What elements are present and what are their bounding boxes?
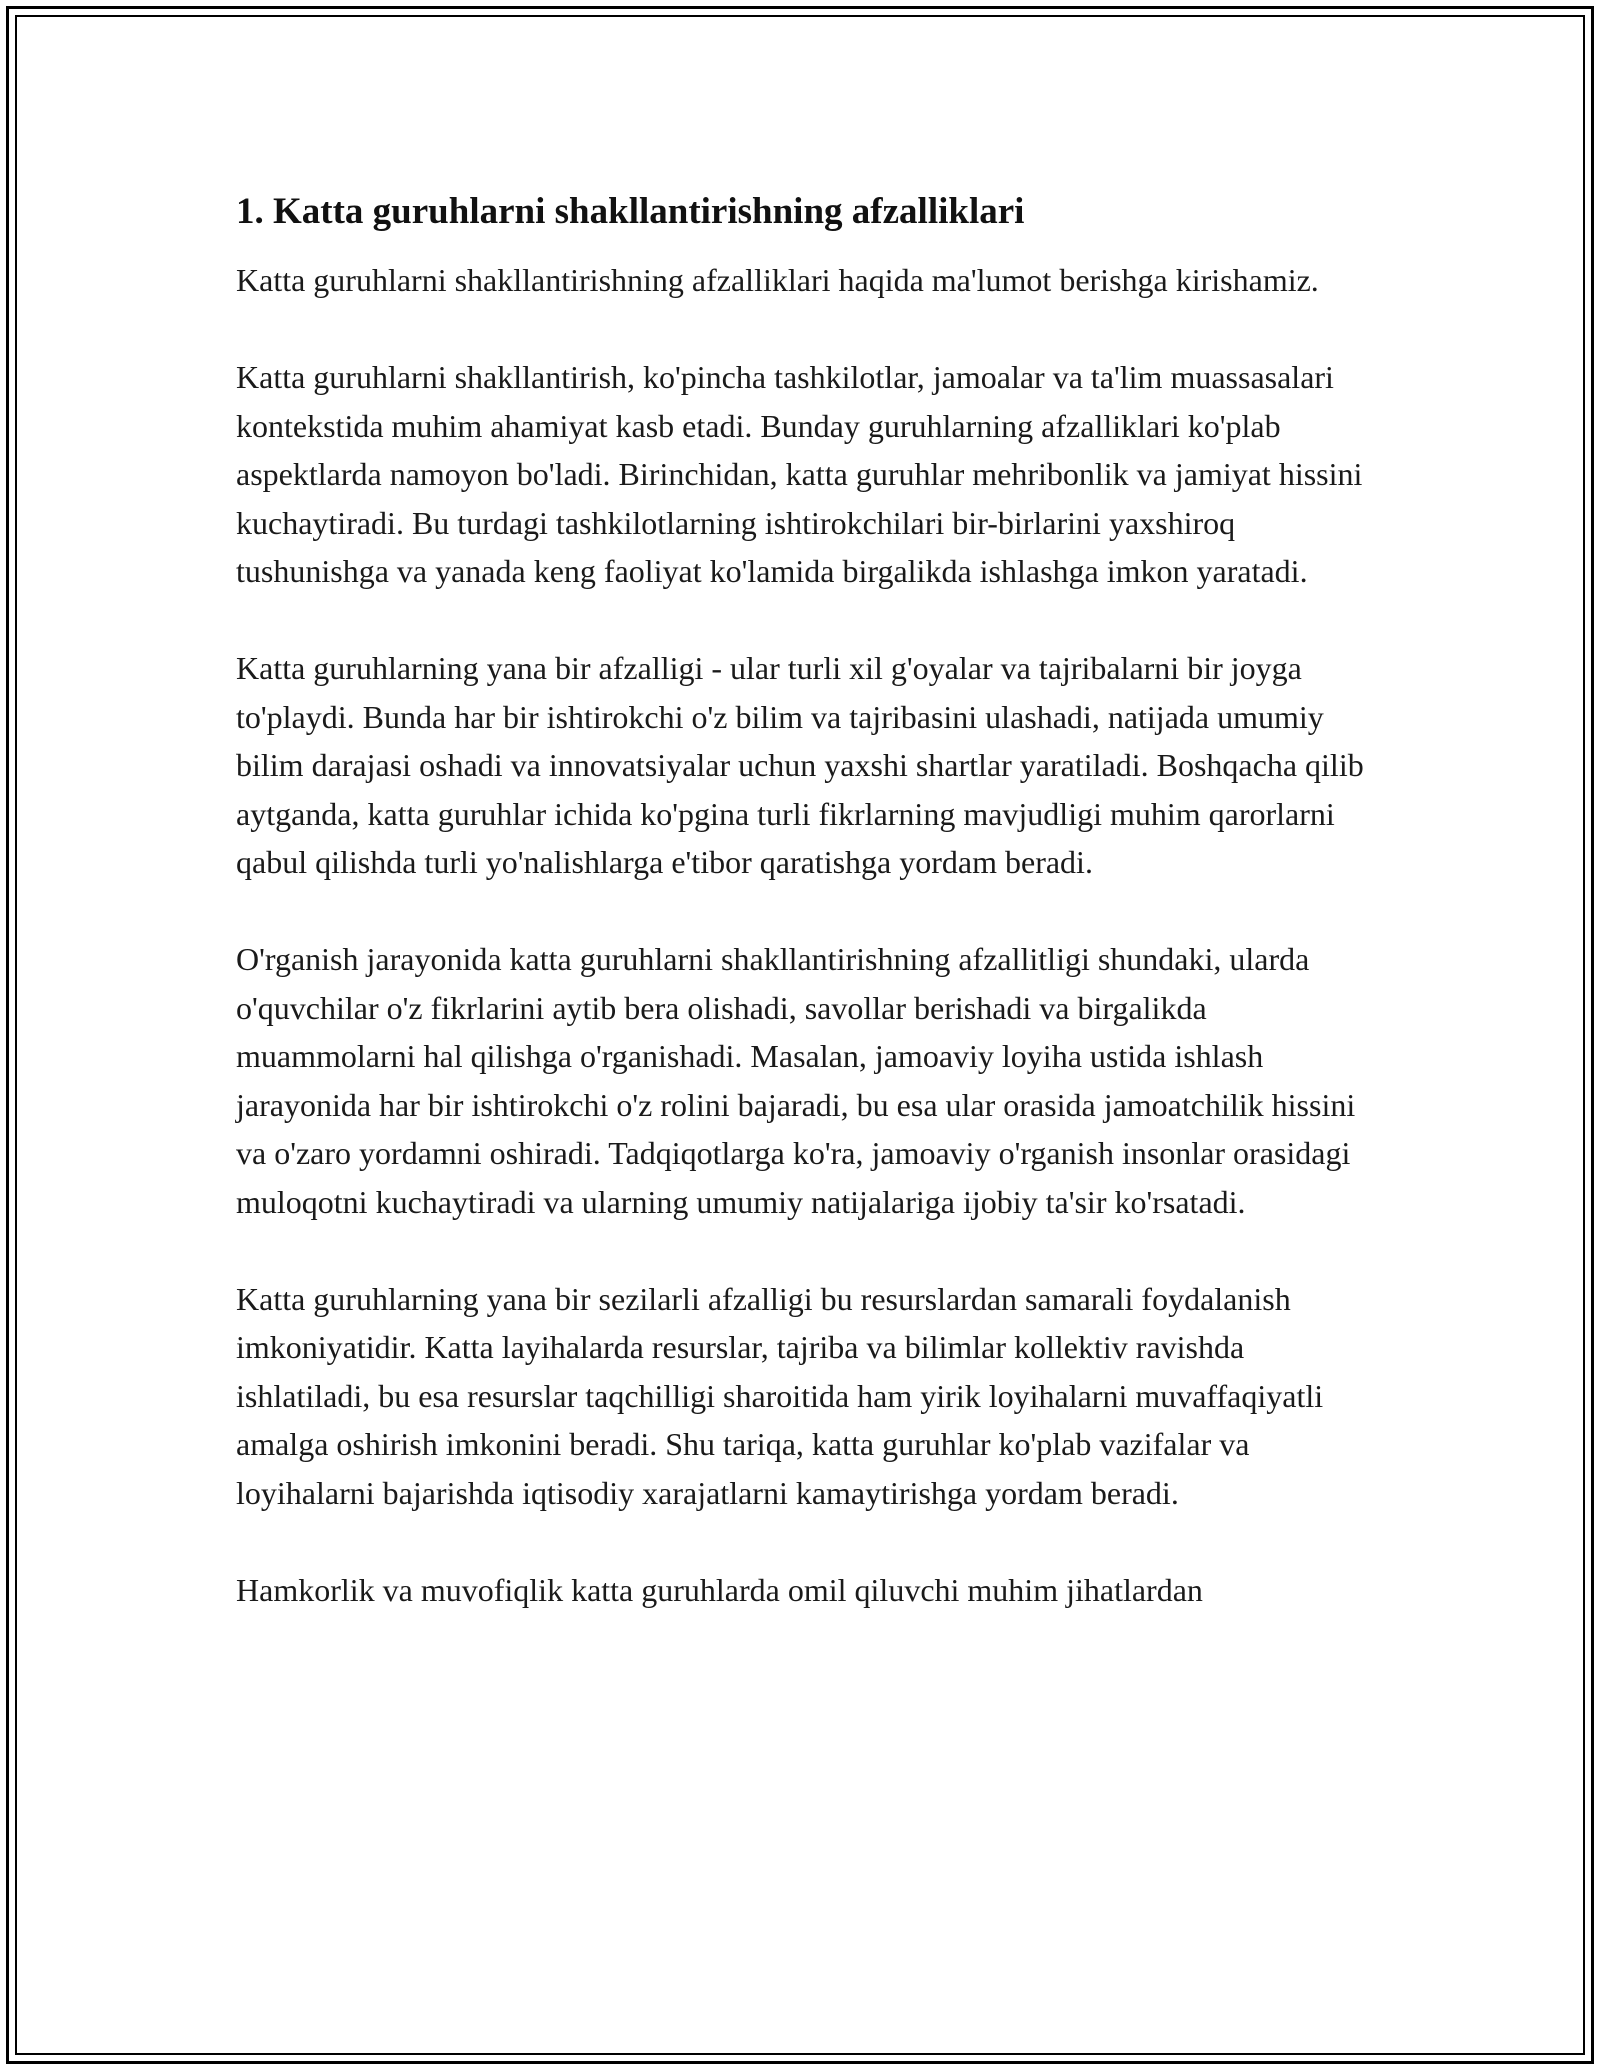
- paragraph-learning: O'rganish jarayonida katta guruhlarni shakllantirishning afzallitligi shundaki, ularda o'quvchilar o'z fikrlarini aytib bera olishadi, savollar berishadi va birgalikda muammolarni hal qilishga o'rganishadi. Masalan, jamoaviy loyiha ustida ishlash jarayonida har bir ishtirokchi o'z rolini bajaradi, bu esa ular orasida jamoatchilik hissini va o'zaro yordamni oshiradi. Tadqiqotlarga ko'ra, jamoaviy o'rganish insonlar orasidagi muloqotni kuchaytiradi va ularning umumiy natijalariga ijobiy ta'sir ko'rsatadi.: [236, 941, 1356, 1220]
- paragraph-ideas: Katta guruhlarning yana bir afzalligi - ular turli xil g'oyalar va tajribalarni bir joyga to'playdi. Bunda har bir ishtirokchi o'z bilim va tajribasini ulashadi, natijada umumiy bilim darajasi oshadi va innovatsiyalar uchun yaxshi shartlar yaratiladi. Boshqacha qilib aytganda, katta guruhlar ichida ko'pgina turli fikrlarning mavjudligi muhim qarorlarni qabul qilishda turli yo'nalishlarga e'tibor qaratishga yordam beradi.: [236, 650, 1364, 880]
- paragraph-context: Katta guruhlarni shakllantirish, ko'pincha tashkilotlar, jamoalar va ta'lim muassasalari kontekstida muhim ahamiyat kasb etadi. Bunday guruhlarning afzalliklari ko'plab aspektlarda namoyon bo'ladi. Birinchidan, katta guruhlar mehribonlik va jamiyat hissini kuchaytiradi. Bu turdagi tashkilotlarning ishtirokchilari bir-birlarini yaxshiroq tushunishga va yanada keng faoliyat ko'lamida birgalikda ishlashga imkon yaratadi.: [236, 359, 1363, 589]
- section-heading: 1. Katta guruhlarni shakllantirishning afzalliklari: [236, 191, 1025, 232]
- paragraph-cooperation: Hamkorlik va muvofiqlik katta guruhlarda omil qiluvchi muhim jihatlardan: [236, 1571, 1203, 1608]
- paragraph-resources: Katta guruhlarning yana bir sezilarli afzalligi bu resurslardan samarali foydalanish imkoniyatidir. Katta layihalarda resurslar, tajriba va bilimlar kollektiv ravishda ishlatiladi, bu esa resurslar taqchilligi sharoitida ham yirik loyihalarni muvaffaqiyatli amalga oshirish imkonini beradi. Shu tariqa, katta guruhlar ko'plab vazifalar va loyihalarni bajarishda iqtisodiy xarajatlarni kamaytirishga yordam beradi.: [236, 1280, 1324, 1511]
- document-body: [236, 184, 1386, 1663]
- paragraph-intro: Katta guruhlarni shakllantirishning afzalliklari haqida ma'lumot berishga kirishamiz.: [236, 262, 1319, 298]
